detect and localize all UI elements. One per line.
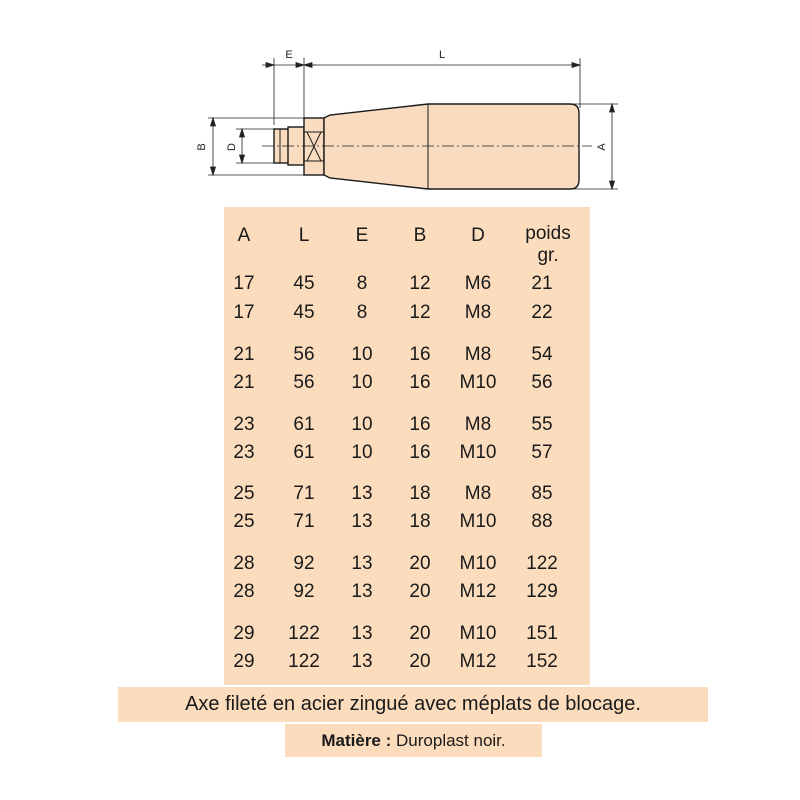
table-cell-l: 92 — [293, 553, 315, 574]
table-cell-b: 20 — [409, 553, 431, 574]
table-cell-b: 20 — [409, 651, 431, 672]
table-cell-a: 17 — [233, 273, 255, 294]
table-row — [224, 482, 590, 506]
table-cell-b: 12 — [409, 302, 431, 323]
table-row — [224, 272, 590, 296]
table-cell-e: 10 — [351, 372, 373, 393]
table-row — [224, 552, 590, 576]
table-cell-b: 16 — [409, 372, 431, 393]
table-row — [224, 413, 590, 437]
table-cell-e: 10 — [351, 344, 373, 365]
table-row — [224, 441, 590, 465]
table-cell-poids: 54 — [531, 344, 553, 365]
table-cell-b: 20 — [409, 623, 431, 644]
table-cell-b: 18 — [409, 511, 431, 532]
table-cell-d: M8 — [464, 302, 492, 323]
table-cell-a: 23 — [233, 442, 255, 463]
table-cell-l: 122 — [288, 651, 320, 672]
dim-label-e: E — [285, 49, 293, 61]
dim-label-l: L — [438, 49, 446, 61]
material-value: Duroplast noir. — [396, 731, 506, 750]
table-header-b: B — [413, 225, 427, 246]
table-cell-b: 12 — [409, 273, 431, 294]
table-cell-e: 10 — [351, 414, 373, 435]
table-cell-a: 17 — [233, 302, 255, 323]
dim-label-d: D — [226, 143, 238, 151]
table-cell-d: M6 — [464, 273, 492, 294]
table-cell-a: 29 — [233, 651, 255, 672]
table-cell-poids: 85 — [531, 483, 553, 504]
table-cell-b: 16 — [409, 414, 431, 435]
table-cell-e: 13 — [351, 581, 373, 602]
material-label: Matière : — [321, 731, 392, 750]
table-cell-e: 13 — [351, 483, 373, 504]
table-cell-d: M12 — [459, 581, 497, 602]
table-cell-poids: 122 — [526, 553, 558, 574]
table-header-l: L — [298, 225, 310, 246]
table-cell-a: 21 — [233, 344, 255, 365]
table-cell-l: 61 — [293, 414, 315, 435]
table-cell-b: 16 — [409, 442, 431, 463]
table-cell-a: 25 — [233, 483, 255, 504]
table-header-d: D — [471, 225, 485, 246]
table-cell-l: 71 — [293, 483, 315, 504]
table-cell-poids: 57 — [531, 442, 553, 463]
table-cell-poids: 55 — [531, 414, 553, 435]
table-cell-poids: 22 — [531, 302, 553, 323]
table-cell-e: 13 — [351, 651, 373, 672]
table-cell-e: 10 — [351, 442, 373, 463]
table-cell-d: M10 — [459, 442, 497, 463]
table-row — [224, 371, 590, 395]
table-cell-a: 29 — [233, 623, 255, 644]
table-cell-a: 28 — [233, 553, 255, 574]
table-cell-poids: 151 — [526, 623, 558, 644]
table-cell-poids: 21 — [531, 273, 553, 294]
material-note — [285, 724, 542, 757]
table-cell-b: 20 — [409, 581, 431, 602]
table-row — [224, 510, 590, 534]
table-cell-d: M12 — [459, 651, 497, 672]
table-cell-l: 56 — [293, 372, 315, 393]
table-row — [224, 650, 590, 674]
table-cell-l: 56 — [293, 344, 315, 365]
table-cell-d: M10 — [459, 553, 497, 574]
table-cell-d: M8 — [464, 483, 492, 504]
table-cell-a: 25 — [233, 511, 255, 532]
table-row — [224, 580, 590, 604]
table-cell-d: M8 — [464, 344, 492, 365]
table-cell-poids: 56 — [531, 372, 553, 393]
table-header-a: A — [237, 225, 251, 246]
table-cell-a: 28 — [233, 581, 255, 602]
table-cell-b: 16 — [409, 344, 431, 365]
table-cell-poids: 129 — [526, 581, 558, 602]
table-cell-poids: 88 — [531, 511, 553, 532]
table-cell-e: 13 — [351, 511, 373, 532]
table-cell-e: 13 — [351, 553, 373, 574]
dimension-table — [224, 207, 590, 685]
table-cell-d: M10 — [459, 372, 497, 393]
table-cell-b: 18 — [409, 483, 431, 504]
table-cell-e: 8 — [356, 273, 368, 294]
table-cell-d: M10 — [459, 623, 497, 644]
dim-label-b: B — [196, 143, 208, 151]
table-cell-l: 45 — [293, 302, 315, 323]
table-row — [224, 343, 590, 367]
table-cell-a: 23 — [233, 414, 255, 435]
table-cell-a: 21 — [233, 372, 255, 393]
table-cell-poids: 152 — [526, 651, 558, 672]
thread-note: Axe fileté en acier zingué avec méplats de blocage. — [118, 687, 708, 722]
table-header-e: E — [355, 225, 369, 246]
table-cell-d: M10 — [459, 511, 497, 532]
handle-technical-drawing — [0, 0, 800, 210]
table-cell-e: 8 — [356, 302, 368, 323]
table-cell-l: 61 — [293, 442, 315, 463]
dim-label-a: A — [596, 143, 608, 151]
table-cell-d: M8 — [464, 414, 492, 435]
table-cell-l: 45 — [293, 273, 315, 294]
table-header-poids: poids gr. — [525, 223, 571, 266]
table-cell-l: 71 — [293, 511, 315, 532]
table-cell-e: 13 — [351, 623, 373, 644]
table-row — [224, 301, 590, 325]
table-row — [224, 622, 590, 646]
table-cell-l: 92 — [293, 581, 315, 602]
table-cell-l: 122 — [288, 623, 320, 644]
